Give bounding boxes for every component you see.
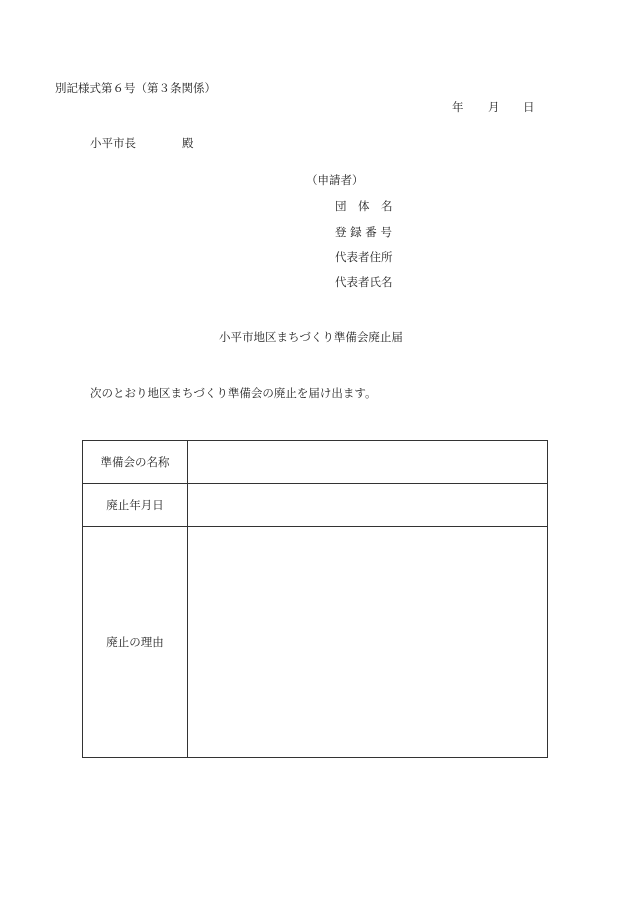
applicant-field-representative-name: 代表者氏名 [335, 275, 393, 289]
row-label-date: 廃止年月日 [83, 484, 188, 527]
date-month-label: 月 [488, 100, 500, 114]
addressee-name: 小平市長 [90, 136, 136, 150]
applicant-field-group-name: 団 体 名 [335, 199, 393, 213]
row-value-reason[interactable] [188, 527, 548, 758]
row-value-date[interactable] [188, 484, 548, 527]
applicant-field-registration-number: 登 録 番 号 [335, 225, 392, 239]
date-day-label: 日 [523, 100, 535, 114]
date-year-label: 年 [452, 100, 464, 114]
row-label-reason: 廃止の理由 [83, 527, 188, 758]
body-text: 次のとおり地区まちづくり準備会の廃止を届け出ます。 [90, 386, 377, 400]
document-title: 小平市地区まちづくり準備会廃止届 [219, 330, 403, 344]
addressee-honorific: 殿 [182, 136, 194, 150]
applicant-heading: （申請者） [306, 173, 364, 187]
table-row [83, 441, 548, 484]
table-row [83, 527, 548, 758]
applicant-field-representative-address: 代表者住所 [335, 250, 393, 264]
form-table [82, 440, 548, 758]
table-row [83, 484, 548, 527]
row-label-name: 準備会の名称 [83, 441, 188, 484]
form-number: 別記様式第６号（第３条関係） [55, 81, 216, 95]
row-value-name[interactable] [188, 441, 548, 484]
